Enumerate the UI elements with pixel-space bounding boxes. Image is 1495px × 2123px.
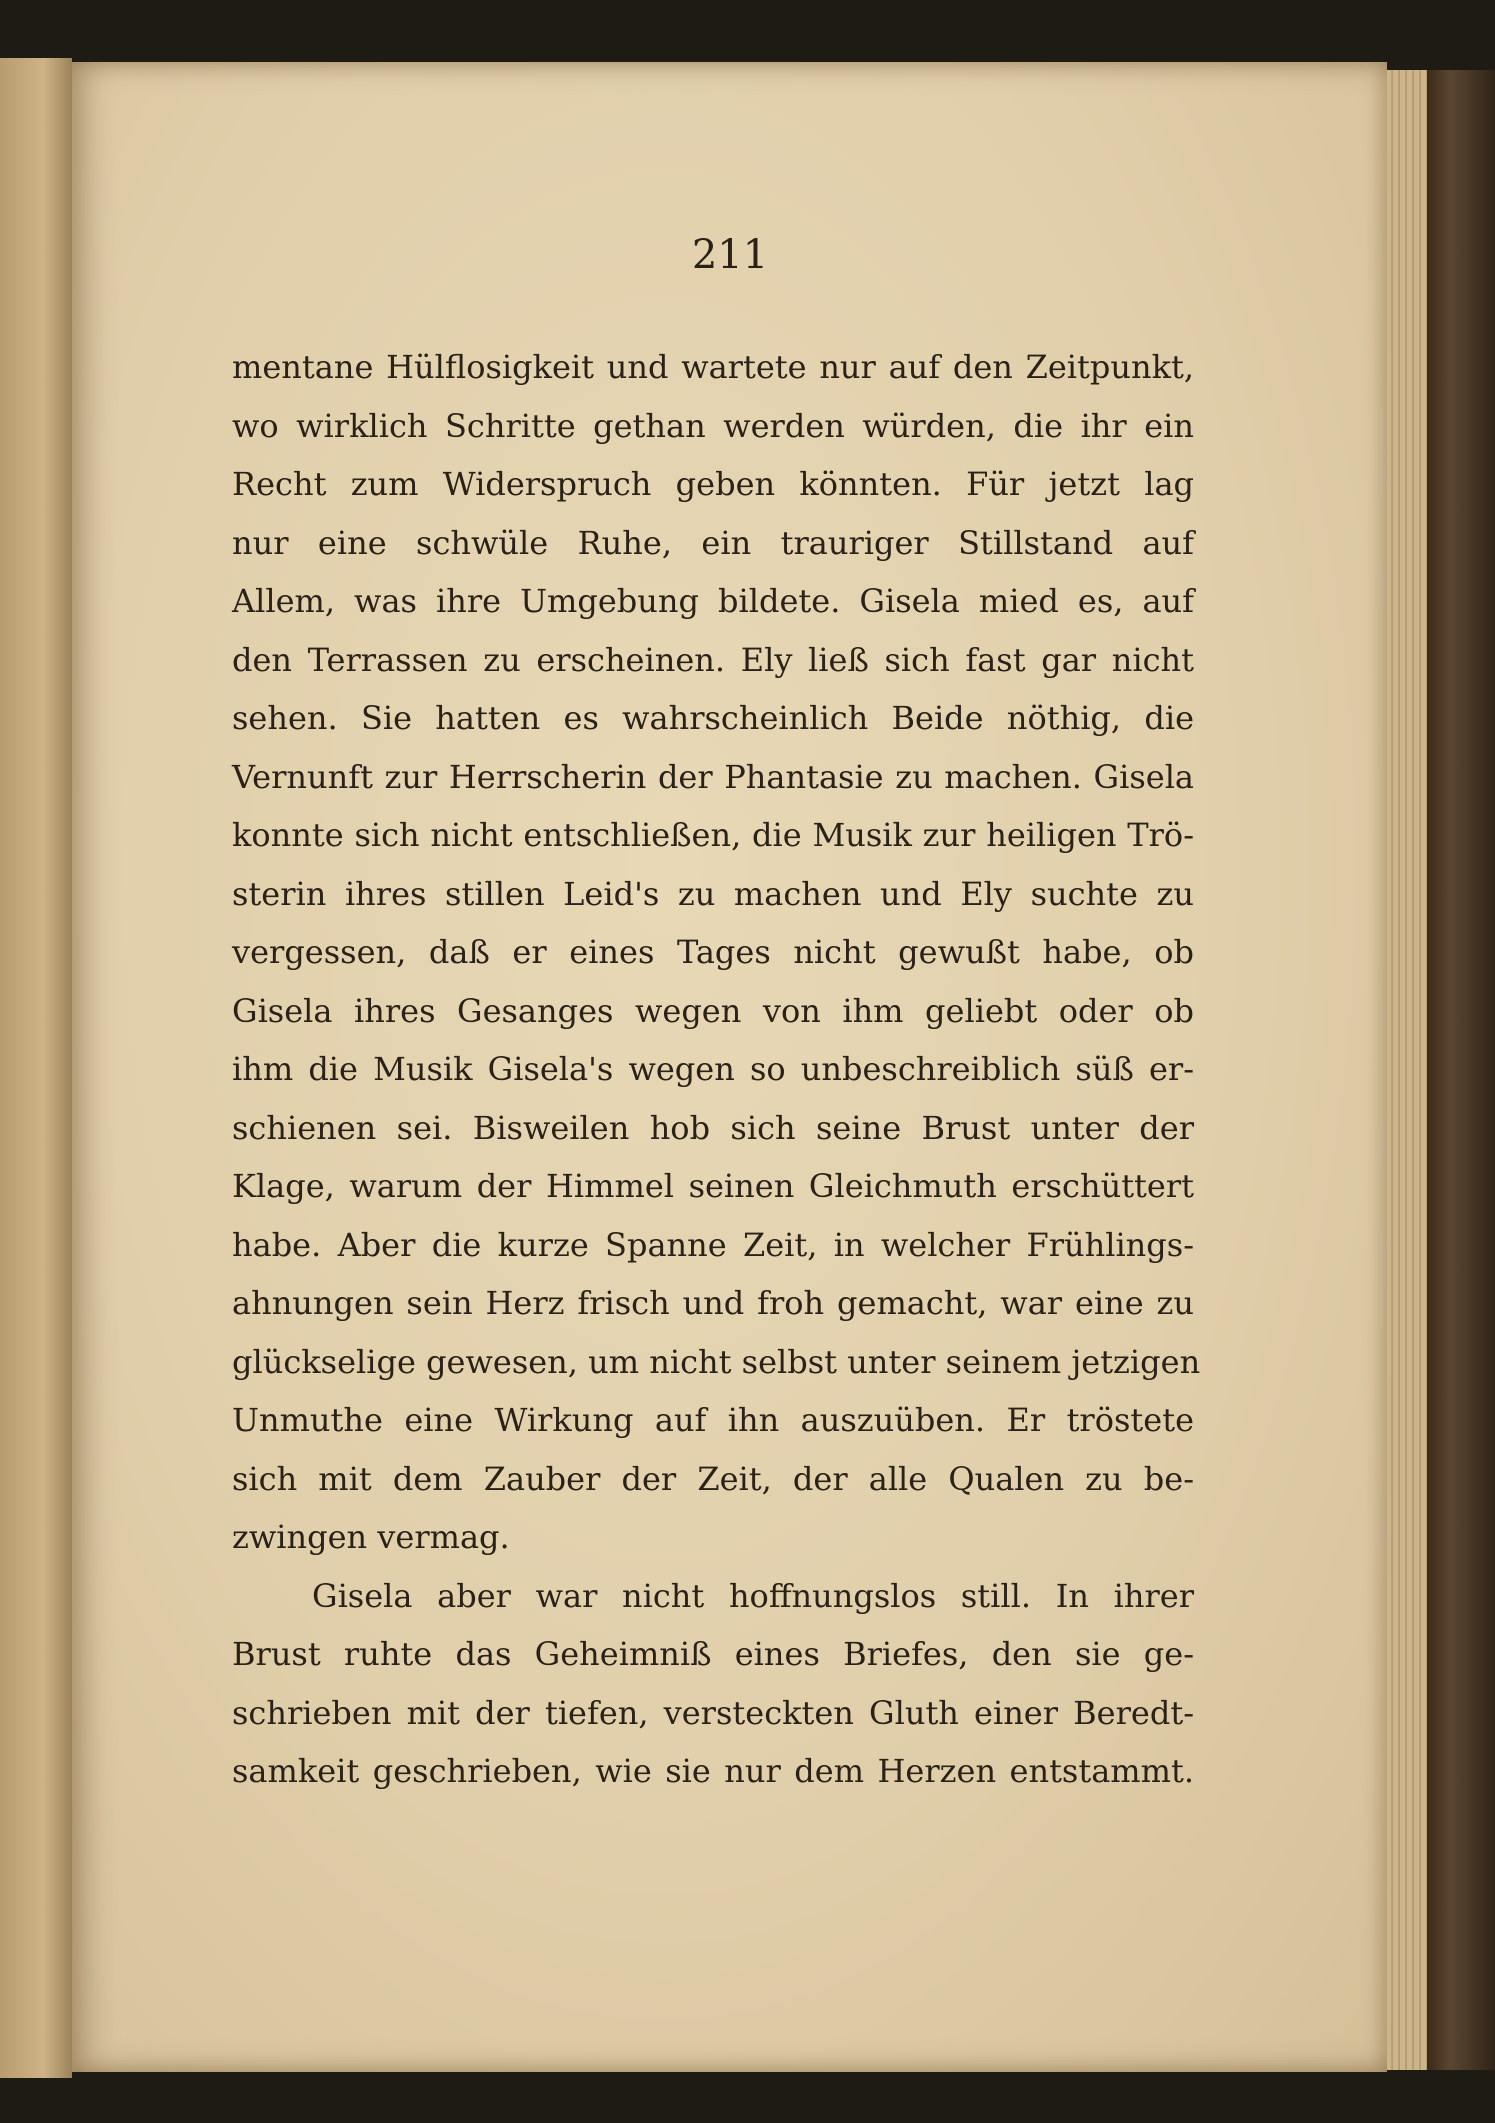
text-line: schrieben mit der tiefen, versteckten Gluth einer Beredt- bbox=[232, 1693, 1194, 1732]
paragraph-1 bbox=[232, 338, 1201, 1567]
text-line: wo wirklich Schritte gethan werden würden, die ihr ein bbox=[232, 406, 1194, 445]
paragraph-2 bbox=[232, 1567, 1194, 1801]
text-line: zwingen vermag. bbox=[232, 1518, 510, 1556]
text-line: Vernunft zur Herrscherin der Phantasie zu machen. Gisela bbox=[232, 757, 1194, 796]
text-line: mentane Hülflosigkeit und wartete nur auf den Zeitpunkt, bbox=[232, 348, 1194, 386]
text-line: ahnungen sein Herz frisch und froh gemacht, war eine zu bbox=[232, 1284, 1194, 1322]
text-line: sterin ihres stillen Leid's zu machen und Ely suchte zu bbox=[232, 874, 1194, 913]
text-line: ihm die Musik Gisela's wegen so unbeschreiblich süß er- bbox=[232, 1050, 1194, 1088]
text-line: nur eine schwüle Ruhe, ein trauriger Stillstand auf bbox=[232, 523, 1194, 562]
text-line: habe. Aber die kurze Spanne Zeit, in welcher Frühlings- bbox=[232, 1225, 1194, 1264]
text-line: sehen. Sie hatten es wahrscheinlich Beide nöthig, die bbox=[232, 699, 1194, 737]
book-cover-edge bbox=[1427, 70, 1495, 2070]
text-line: den Terrassen zu erscheinen. Ely ließ sich fast gar nicht bbox=[232, 640, 1194, 679]
text-line: Gisela ihres Gesanges wegen von ihm geliebt oder ob bbox=[232, 991, 1194, 1030]
text-line: schienen sei. Bisweilen hob sich seine Brust unter der bbox=[232, 1108, 1194, 1147]
text-line: Brust ruhte das Geheimniß eines Briefes, den sie ge- bbox=[232, 1635, 1194, 1673]
text-line: sich mit dem Zauber der Zeit, der alle Qualen zu be- bbox=[232, 1459, 1194, 1498]
text-line: glückselige gewesen, um nicht selbst unter seinem jetzigen bbox=[232, 1342, 1201, 1381]
text-line: samkeit geschrieben, wie sie nur dem Herzen entstammt. bbox=[232, 1752, 1194, 1790]
body-text bbox=[232, 338, 1201, 1801]
page-stack-edge bbox=[1387, 70, 1427, 2070]
text-line: Klage, warum der Himmel seinen Gleichmuth erschüttert bbox=[232, 1167, 1194, 1205]
text-line: vergessen, daß er eines Tages nicht gewußt habe, ob bbox=[232, 933, 1194, 971]
text-line: Allem, was ihre Umgebung bildete. Gisela mied es, auf bbox=[232, 582, 1194, 620]
text-line: konnte sich nicht entschließen, die Musik zur heiligen Trö- bbox=[232, 816, 1194, 854]
text-line: Gisela aber war nicht hoffnungslos still. In ihrer bbox=[312, 1576, 1194, 1615]
text-line: Recht zum Widerspruch geben könnten. Für jetzt lag bbox=[232, 465, 1194, 503]
page-number: 211 bbox=[691, 232, 769, 278]
text-line: Unmuthe eine Wirkung auf ihn auszuüben. Er tröstete bbox=[232, 1401, 1194, 1439]
facing-page-edge bbox=[0, 58, 72, 2078]
